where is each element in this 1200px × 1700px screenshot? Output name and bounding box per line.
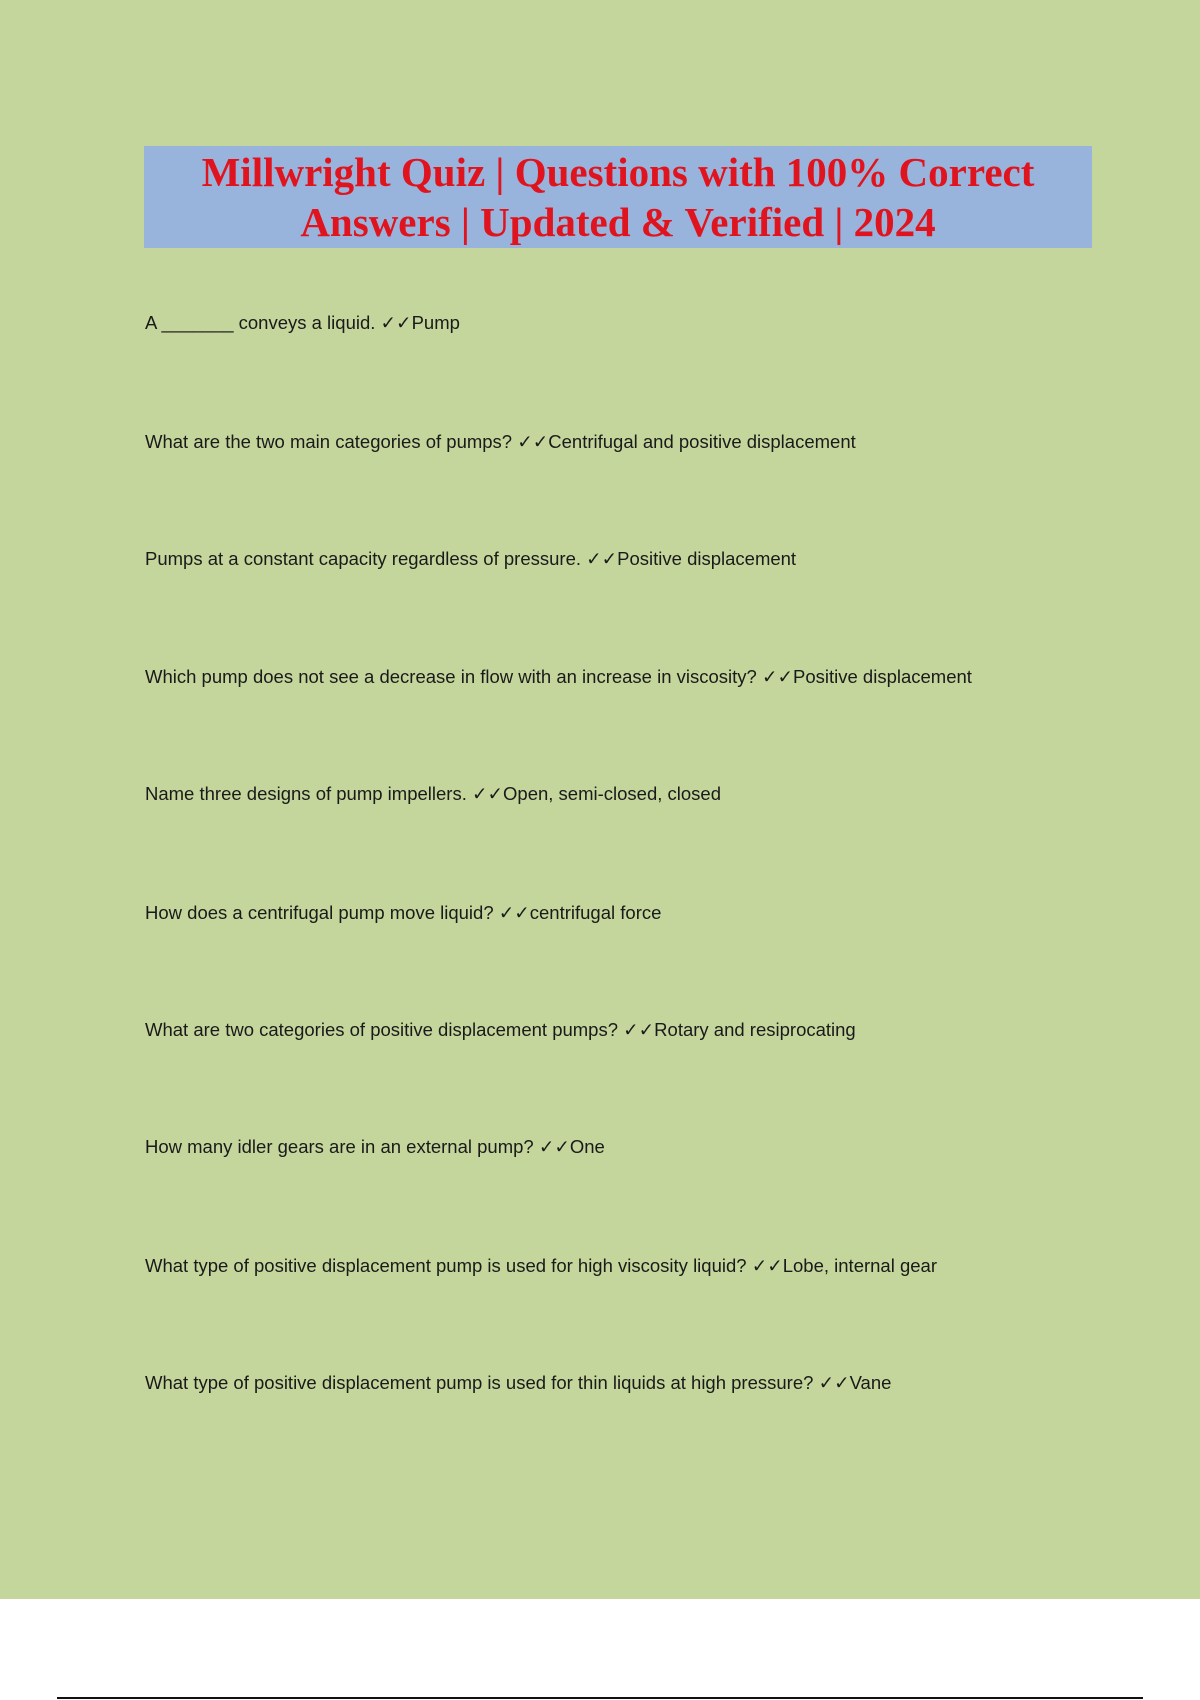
qa-item bbox=[145, 783, 721, 805]
answer-text: Vane bbox=[849, 1372, 892, 1393]
double-check-icon: ✓✓ bbox=[538, 1136, 570, 1157]
qa-item bbox=[145, 1372, 891, 1394]
double-check-icon: ✓✓ bbox=[380, 312, 412, 333]
qa-item bbox=[145, 902, 661, 924]
question-text: What type of positive displacement pump is used for thin liquids at high pressure? bbox=[145, 1372, 814, 1393]
qa-item bbox=[145, 431, 856, 453]
question-text: What are the two main categories of pumps? bbox=[145, 431, 513, 452]
question-text: Which pump does not see a decrease in flow with an increase in viscosity? bbox=[145, 666, 757, 687]
double-check-icon: ✓✓ bbox=[751, 1255, 783, 1276]
double-check-icon: ✓✓ bbox=[517, 431, 549, 452]
question-text: What type of positive displacement pump is used for high viscosity liquid? bbox=[145, 1255, 747, 1276]
double-check-icon: ✓✓ bbox=[818, 1372, 850, 1393]
title-banner bbox=[144, 146, 1092, 248]
answer-text: Open, semi-closed, closed bbox=[503, 783, 722, 804]
qa-item bbox=[145, 666, 972, 688]
double-check-icon: ✓✓ bbox=[586, 548, 618, 569]
qa-item bbox=[145, 312, 460, 334]
double-check-icon: ✓✓ bbox=[498, 902, 530, 923]
answer-text: centrifugal force bbox=[529, 902, 662, 923]
qa-item bbox=[145, 1136, 605, 1158]
answer-text: Rotary and resiprocating bbox=[654, 1019, 856, 1040]
answer-text: One bbox=[569, 1136, 605, 1157]
qa-item bbox=[145, 548, 796, 570]
answer-text: Lobe, internal gear bbox=[782, 1255, 937, 1276]
question-text: What are two categories of positive displacement pumps? bbox=[145, 1019, 619, 1040]
question-text: How many idler gears are in an external pump? bbox=[145, 1136, 534, 1157]
double-check-icon: ✓✓ bbox=[472, 783, 504, 804]
question-text: Pumps at a constant capacity regardless of pressure. bbox=[145, 548, 581, 569]
question-text: A _______ conveys a liquid. bbox=[145, 312, 376, 333]
qa-item bbox=[145, 1019, 856, 1041]
footer-divider bbox=[57, 1697, 1143, 1699]
qa-item bbox=[145, 1255, 937, 1277]
answer-text: Positive displacement bbox=[793, 666, 972, 687]
double-check-icon: ✓✓ bbox=[623, 1019, 655, 1040]
question-text: Name three designs of pump impellers. bbox=[145, 783, 467, 804]
answer-text: Positive displacement bbox=[617, 548, 797, 569]
document-title: Millwright Quiz | Questions with 100% Correct Answers | Updated & Verified | 2024 bbox=[201, 149, 1035, 245]
question-text: How does a centrifugal pump move liquid? bbox=[145, 902, 494, 923]
double-check-icon: ✓✓ bbox=[761, 666, 793, 687]
answer-text: Pump bbox=[411, 312, 460, 333]
answer-text: Centrifugal and positive displacement bbox=[548, 431, 856, 452]
